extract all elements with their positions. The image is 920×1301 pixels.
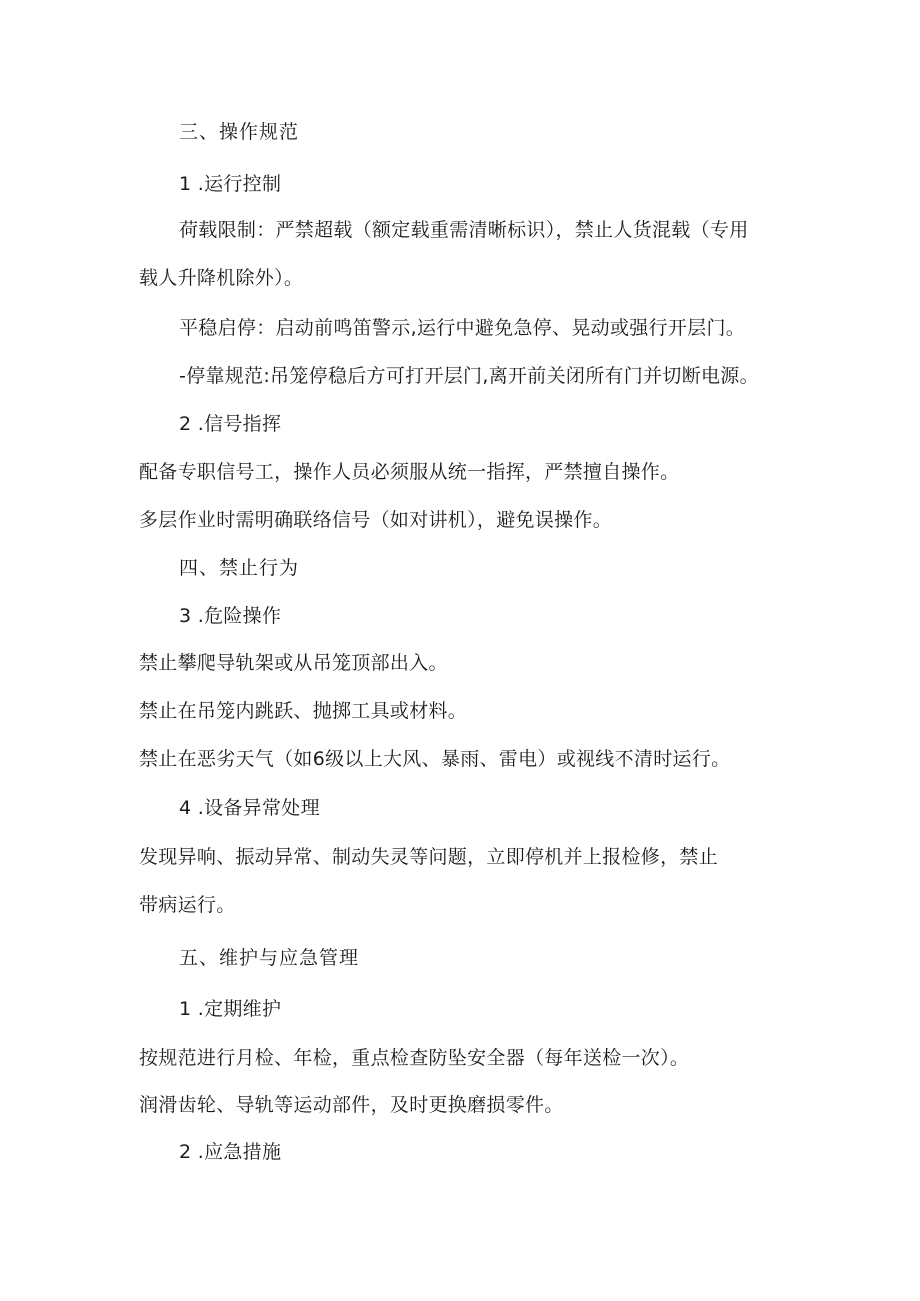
paragraph-signal-worker: 配备专职信号工，操作人员必须服从统一指挥，严禁擅自操作。	[139, 461, 680, 483]
paragraph-smooth-start: 平稳启停：启动前鸣笛警示,运行中避免急停、晃动或强行开层门。	[179, 317, 746, 339]
section-5-subheading-2: 2 .应急措施	[179, 1141, 282, 1163]
section-4-subheading-4: 4 .设备异常处理	[179, 797, 320, 819]
paragraph-bad-weather: 禁止在恶劣天气（如6级以上大风、暴雨、雷电）或视线不清时运行。	[139, 748, 731, 770]
paragraph-docking: -停靠规范:吊笼停稳后方可打开层门,离开前关闭所有门并切断电源。	[179, 365, 759, 387]
section-3-subheading-2: 2 .信号指挥	[179, 413, 282, 435]
paragraph-abnormal-line-2: 带病运行。	[139, 894, 236, 916]
section-4-heading: 四、禁止行为	[179, 557, 300, 579]
paragraph-abnormal-line-1: 发现异响、振动异常、制动失灵等问题，立即停机并上报检修，禁止	[139, 846, 719, 868]
section-3-heading: 三、操作规范	[179, 121, 300, 143]
section-3-subheading-1: 1 .运行控制	[179, 173, 282, 195]
section-5-subheading-1: 1 .定期维护	[179, 998, 282, 1020]
section-5-heading: 五、维护与应急管理	[179, 947, 360, 969]
paragraph-load-limit-line-1: 荷载限制：严禁超载（额定载重需清晰标识），禁止人货混载（专用	[179, 219, 749, 241]
paragraph-contact-signal: 多层作业时需明确联络信号（如对讲机），避免误操作。	[139, 509, 613, 531]
paragraph-lubrication: 润滑齿轮、导轨等运动部件，及时更换磨损零件。	[139, 1094, 564, 1116]
section-4-subheading-3: 3 .危险操作	[179, 605, 282, 627]
paragraph-load-limit-line-2: 载人升降机除外）。	[139, 267, 304, 289]
paragraph-no-climbing: 禁止攀爬导轨架或从吊笼顶部出入。	[139, 652, 448, 674]
paragraph-regular-inspection: 按规范进行月检、年检，重点检查防坠安全器（每年送检一次）。	[139, 1047, 690, 1069]
paragraph-no-jumping: 禁止在吊笼内跳跃、抛掷工具或材料。	[139, 700, 468, 722]
